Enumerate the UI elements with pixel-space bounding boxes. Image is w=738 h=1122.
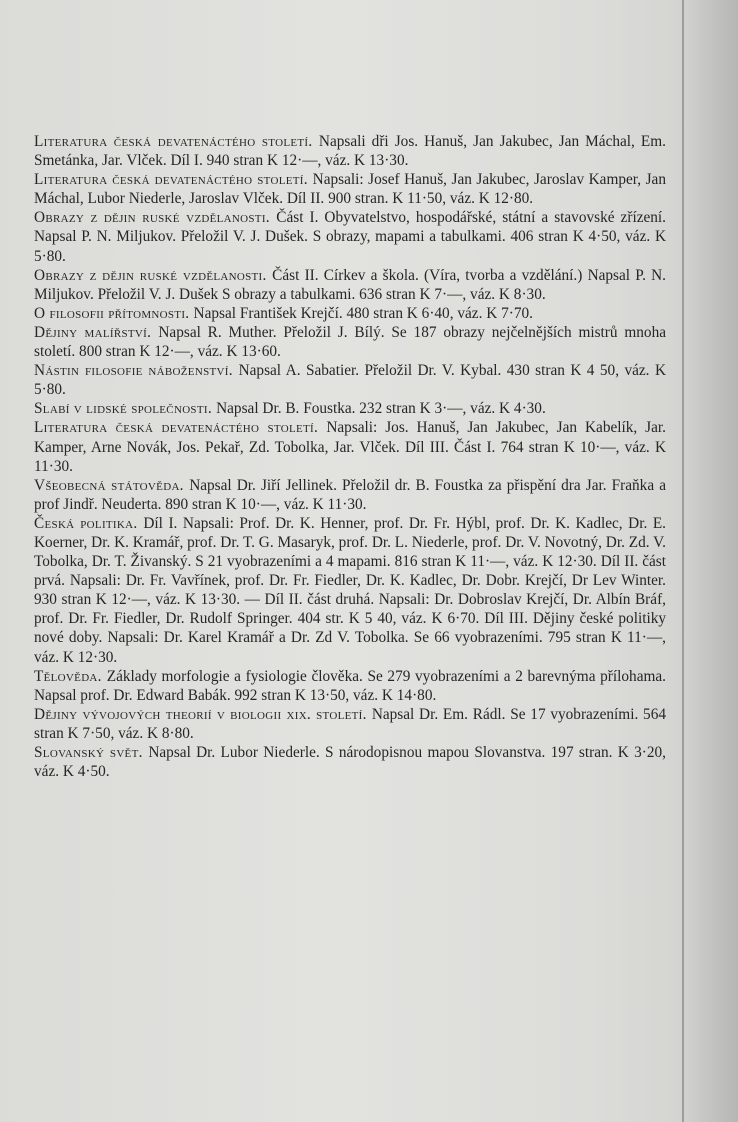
entry-title: Česká politika. [34, 514, 144, 532]
entry-text: Napsal Dr. B. Foustka. 232 stran K 3·—, váz. K 4·30. [216, 400, 546, 418]
entry-title: Literatura česká devatenáctého století. [34, 133, 319, 150]
catalog-entry [34, 743, 666, 781]
entry-title: Slabí v lidské společnosti. [34, 400, 217, 418]
entry-text: Napsal R. Muther. Přeložil J. Bílý. Se 187 obrazy nejčelnějších mistrů mnoha století. 800 stran K 12·—, váz. K 13·60. [34, 323, 667, 361]
entry-text: Základy morfologie a fysiologie člověka. Se 279 vyobrazeními a 2 barevnýma přílohama. Napsal prof. Dr. Edward Babák. 992 stran K 13·50, váz. K 14·80. [34, 667, 666, 704]
catalog-entry [34, 399, 666, 418]
entry-title: Tělověda. [34, 667, 107, 685]
catalog-entry [34, 705, 666, 743]
entry-title: Obrazy z dějin ruské vzdělanosti. [34, 209, 277, 227]
catalog-entry [34, 304, 666, 323]
entry-title: O filosofii přítomnosti. [34, 304, 194, 322]
entry-text: Napsal František Krejčí. 480 stran K 6·40, váz. K 7·70. [193, 304, 533, 322]
entry-title: Dějiny malířství. [34, 323, 159, 341]
entry-text: Napsal Dr. Em. Rádl. Se 17 vyobrazeními. 564 stran K 7·50, váz. K 8·80. [34, 705, 666, 742]
entry-title: Obrazy z dějin ruské vzdělanosti. [34, 266, 273, 284]
entry-text: Napsal Dr. Jiří Jellinek. Přeložil dr. B. Foustka za přispění dra Jar. Fraňka a prof Jindř. Neuderta. 890 stran K 10·—, váz. K 11·30. [34, 476, 666, 513]
catalog-entry [34, 667, 666, 705]
entry-text: Díl I. Napsali: Prof. Dr. K. Henner, prof. Dr. Fr. Hýbl, prof. Dr. K. Kadlec, Dr. E. Koerner, Dr. K. Kramář, prof. Dr. T. G. Masaryk, prof. Dr. L. Niederle, prof. Dr. V. Novotný, Dr. Zd. V. Tobolka, Dr. T. Živanský. S 21 vyobrazeními a 4 mapami. 816 stran K 11·—, váz. K 12·30. Díl II. část prvá. Napsali: Dr. Fr. Vavřínek, prof. Dr. Fr. Fiedler, Dr. K. Kadlec, Dr. Dobr. Krejčí, Dr Lev Winter. 930 stran K 12·—, váz. K 13·30. — Díl II. část druhá. Napsali: Dr. Dobroslav Krejčí, Dr. Albín Bráf, prof. Dr. Fr. Fiedler, Dr. Rudolf Springer. 404 str. K 5 40, váz. K 6·70. Díl III. Dějiny české politiky nové doby. Napsali: Dr. Karel Kramář a Dr. Zd V. Tobolka. Se 66 vyobrazeními. 795 stran K 11·—, váz. K 12·30. [34, 514, 666, 666]
catalog-entry [34, 361, 666, 399]
entry-title: Nástin filosofie náboženství. [34, 362, 239, 380]
catalog-entry [34, 132, 666, 170]
catalog-list [34, 132, 666, 781]
entry-text: Napsali: Jos. Hanuš, Jan Jakubec, Jan Kabelík, Jar. Kamper, Arne Novák, Jos. Pekař, Zd. Tobolka, Jar. Vlček. Díl III. Část I. 764 stran K 10·—, váz. K 11·30. [34, 419, 666, 475]
catalog-entry [34, 170, 666, 208]
entry-text: Napsali: Josef Hanuš, Jan Jakubec, Jaroslav Kamper, Jan Máchal, Lubor Niederle, Jaroslav Vlček. Díl II. 900 stran. K 11·50, váz. K 12·80. [34, 171, 666, 208]
entry-text: Napsali dři Jos. Hanuš, Jan Jakubec, Jan Máchal, Em. Smetánka, Jar. Vlček. Díl I. 940 stran K 12·—, váz. K 13·30. [34, 133, 666, 170]
entry-title: Všeobecná státověda. [34, 476, 190, 494]
entry-text: Část II. Církev a škola. (Víra, tvorba a vzdělání.) Napsal P. N. Miljukov. Přeložil V. J. Dušek S obrazy a tabulkami. 636 stran K 7·—, váz. K 8·30. [34, 266, 666, 303]
catalog-entry [34, 418, 666, 475]
catalog-entry [34, 208, 666, 265]
catalog-entry [34, 323, 666, 361]
entry-title: Dějiny vývojových theorií v biologii xix. století. [34, 705, 372, 723]
catalog-entry [34, 266, 666, 304]
binding-edge-line [682, 0, 684, 1122]
binding-gutter-shadow [678, 0, 738, 1122]
catalog-entry [34, 476, 666, 514]
catalog-entry [34, 514, 666, 667]
entry-title: Literatura česká devatenáctého století. [34, 419, 327, 437]
entry-text: Napsal A. Sabatier. Přeložil Dr. V. Kybal. 430 stran K 4 50, váz. K 5·80. [34, 362, 666, 399]
entry-title: Slovanský svět. [34, 744, 149, 761]
entry-title: Literatura česká devatenáctého století. [34, 171, 313, 189]
entry-text: Část I. Obyvatelstvo, hospodářské, státní a stavovské zřízení. Napsal P. N. Miljukov. Přeložil V. J. Dušek. S obrazy, mapami a tabulkami. 406 stran K 4·50, váz. K 5·80. [34, 209, 666, 265]
entry-text: Napsal Dr. Lubor Niederle. S národopisnou mapou Slovanstva. 197 stran. K 3·20, váz. K 4·50. [34, 744, 666, 781]
